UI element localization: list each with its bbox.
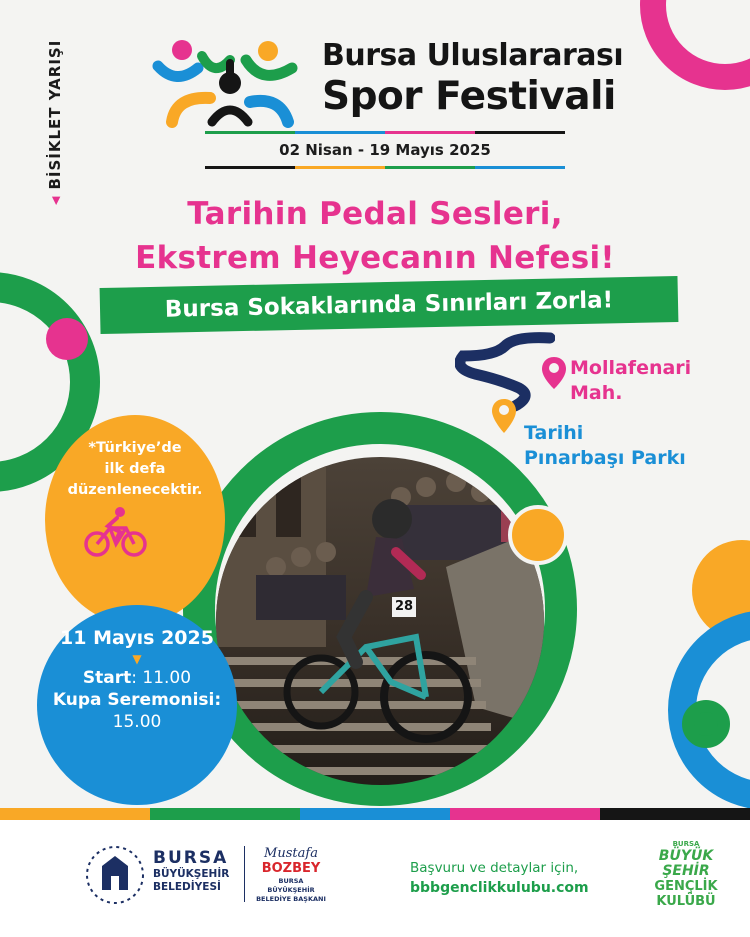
festival-title-line2: Spor Festivali <box>322 74 616 119</box>
photo-orange-dot <box>508 505 568 565</box>
triangle-down-icon: ▼ <box>132 652 142 666</box>
festival-title-line1: Bursa Uluslararası <box>322 38 624 73</box>
location-pin-icon <box>541 356 567 390</box>
end-location-line2: Pınarbaşı Parkı <box>524 447 686 469</box>
top-right-pink-ring <box>640 0 750 90</box>
club-line3: ŞEHİR <box>662 863 710 879</box>
bib-number: 28 <box>394 599 414 614</box>
event-info <box>37 625 237 733</box>
footer <box>0 820 750 937</box>
left-pink-dot <box>46 318 88 360</box>
start-location <box>570 356 691 406</box>
municipality-line1: BURSA <box>153 848 229 868</box>
ceremony-label: Kupa Seremonisi: <box>52 690 222 710</box>
right-green-ring <box>682 700 730 748</box>
start-time: : 11.00 <box>131 668 192 688</box>
club-line4: GENÇLİK <box>654 879 718 894</box>
club-line2: BÜYÜK <box>658 848 714 864</box>
stripe-pink <box>450 808 600 820</box>
municipality-line3: BELEDİYESİ <box>153 881 221 893</box>
stripe-black <box>600 808 750 820</box>
cyclist-icon <box>84 506 148 558</box>
mayor-title-line2: BELEDİYE BAŞKANI <box>256 895 326 903</box>
mayor-title-line1: BURSA BÜYÜKŞEHİR <box>267 877 315 894</box>
mayor-last-name: BOZBEY <box>261 861 321 876</box>
top-rule <box>205 131 565 134</box>
side-label <box>40 25 70 205</box>
bottom-rule <box>205 166 565 169</box>
headline-line2: Ekstrem Heyecanın Nefesi! <box>135 240 615 276</box>
apply-text: Başvuru ve detaylar için, <box>410 860 579 876</box>
mayor-signature <box>254 846 328 904</box>
location-pin-icon <box>491 398 517 434</box>
footer-divider <box>244 846 245 902</box>
municipality-line2: BÜYÜKŞEHİR <box>153 868 230 880</box>
ceremony-time: 15.00 <box>112 712 162 732</box>
festival-dates: 02 Nisan - 19 Mayıs 2025 <box>279 141 491 159</box>
stripe-orange <box>0 808 150 820</box>
website-link[interactable]: bbbgenclikkulubu.com <box>410 880 589 896</box>
end-location-line1: Tarihi <box>524 422 584 444</box>
triangle-icon: ◀ <box>48 195 62 205</box>
end-location <box>524 421 686 471</box>
event-date: 11 Mayıs 2025 <box>60 627 214 649</box>
stripe-green <box>150 808 300 820</box>
municipality-emblem-icon <box>84 844 146 906</box>
start-location-line1: Mollafenari <box>570 357 692 379</box>
festival-logo-icon <box>150 38 310 128</box>
start-location-line2: Mah. <box>570 382 623 404</box>
municipality-name <box>153 849 229 894</box>
start-label: Start <box>82 668 132 688</box>
side-label-text: BİSİKLET YARIŞI <box>46 39 64 190</box>
youth-club-logo <box>646 840 726 909</box>
headline-line1: Tarihin Pedal Sesleri, <box>187 196 563 232</box>
first-time-line3: düzenlenecektir. <box>67 482 203 498</box>
first-time-line2: ilk defa <box>104 461 166 477</box>
mayor-first-name: Mustafa <box>264 846 318 861</box>
club-line5: KULÜBÜ <box>656 894 716 909</box>
first-time-line1: *Türkiye’de <box>88 440 182 456</box>
start-time-line <box>37 667 237 689</box>
stripe-blue <box>300 808 450 820</box>
cyclist-photo <box>216 457 544 785</box>
photo-scene <box>216 457 544 785</box>
club-line1: BURSA <box>672 840 700 848</box>
first-time-note <box>55 438 215 501</box>
banner: Bursa Sokaklarında Sınırları Zorla! <box>100 276 679 334</box>
